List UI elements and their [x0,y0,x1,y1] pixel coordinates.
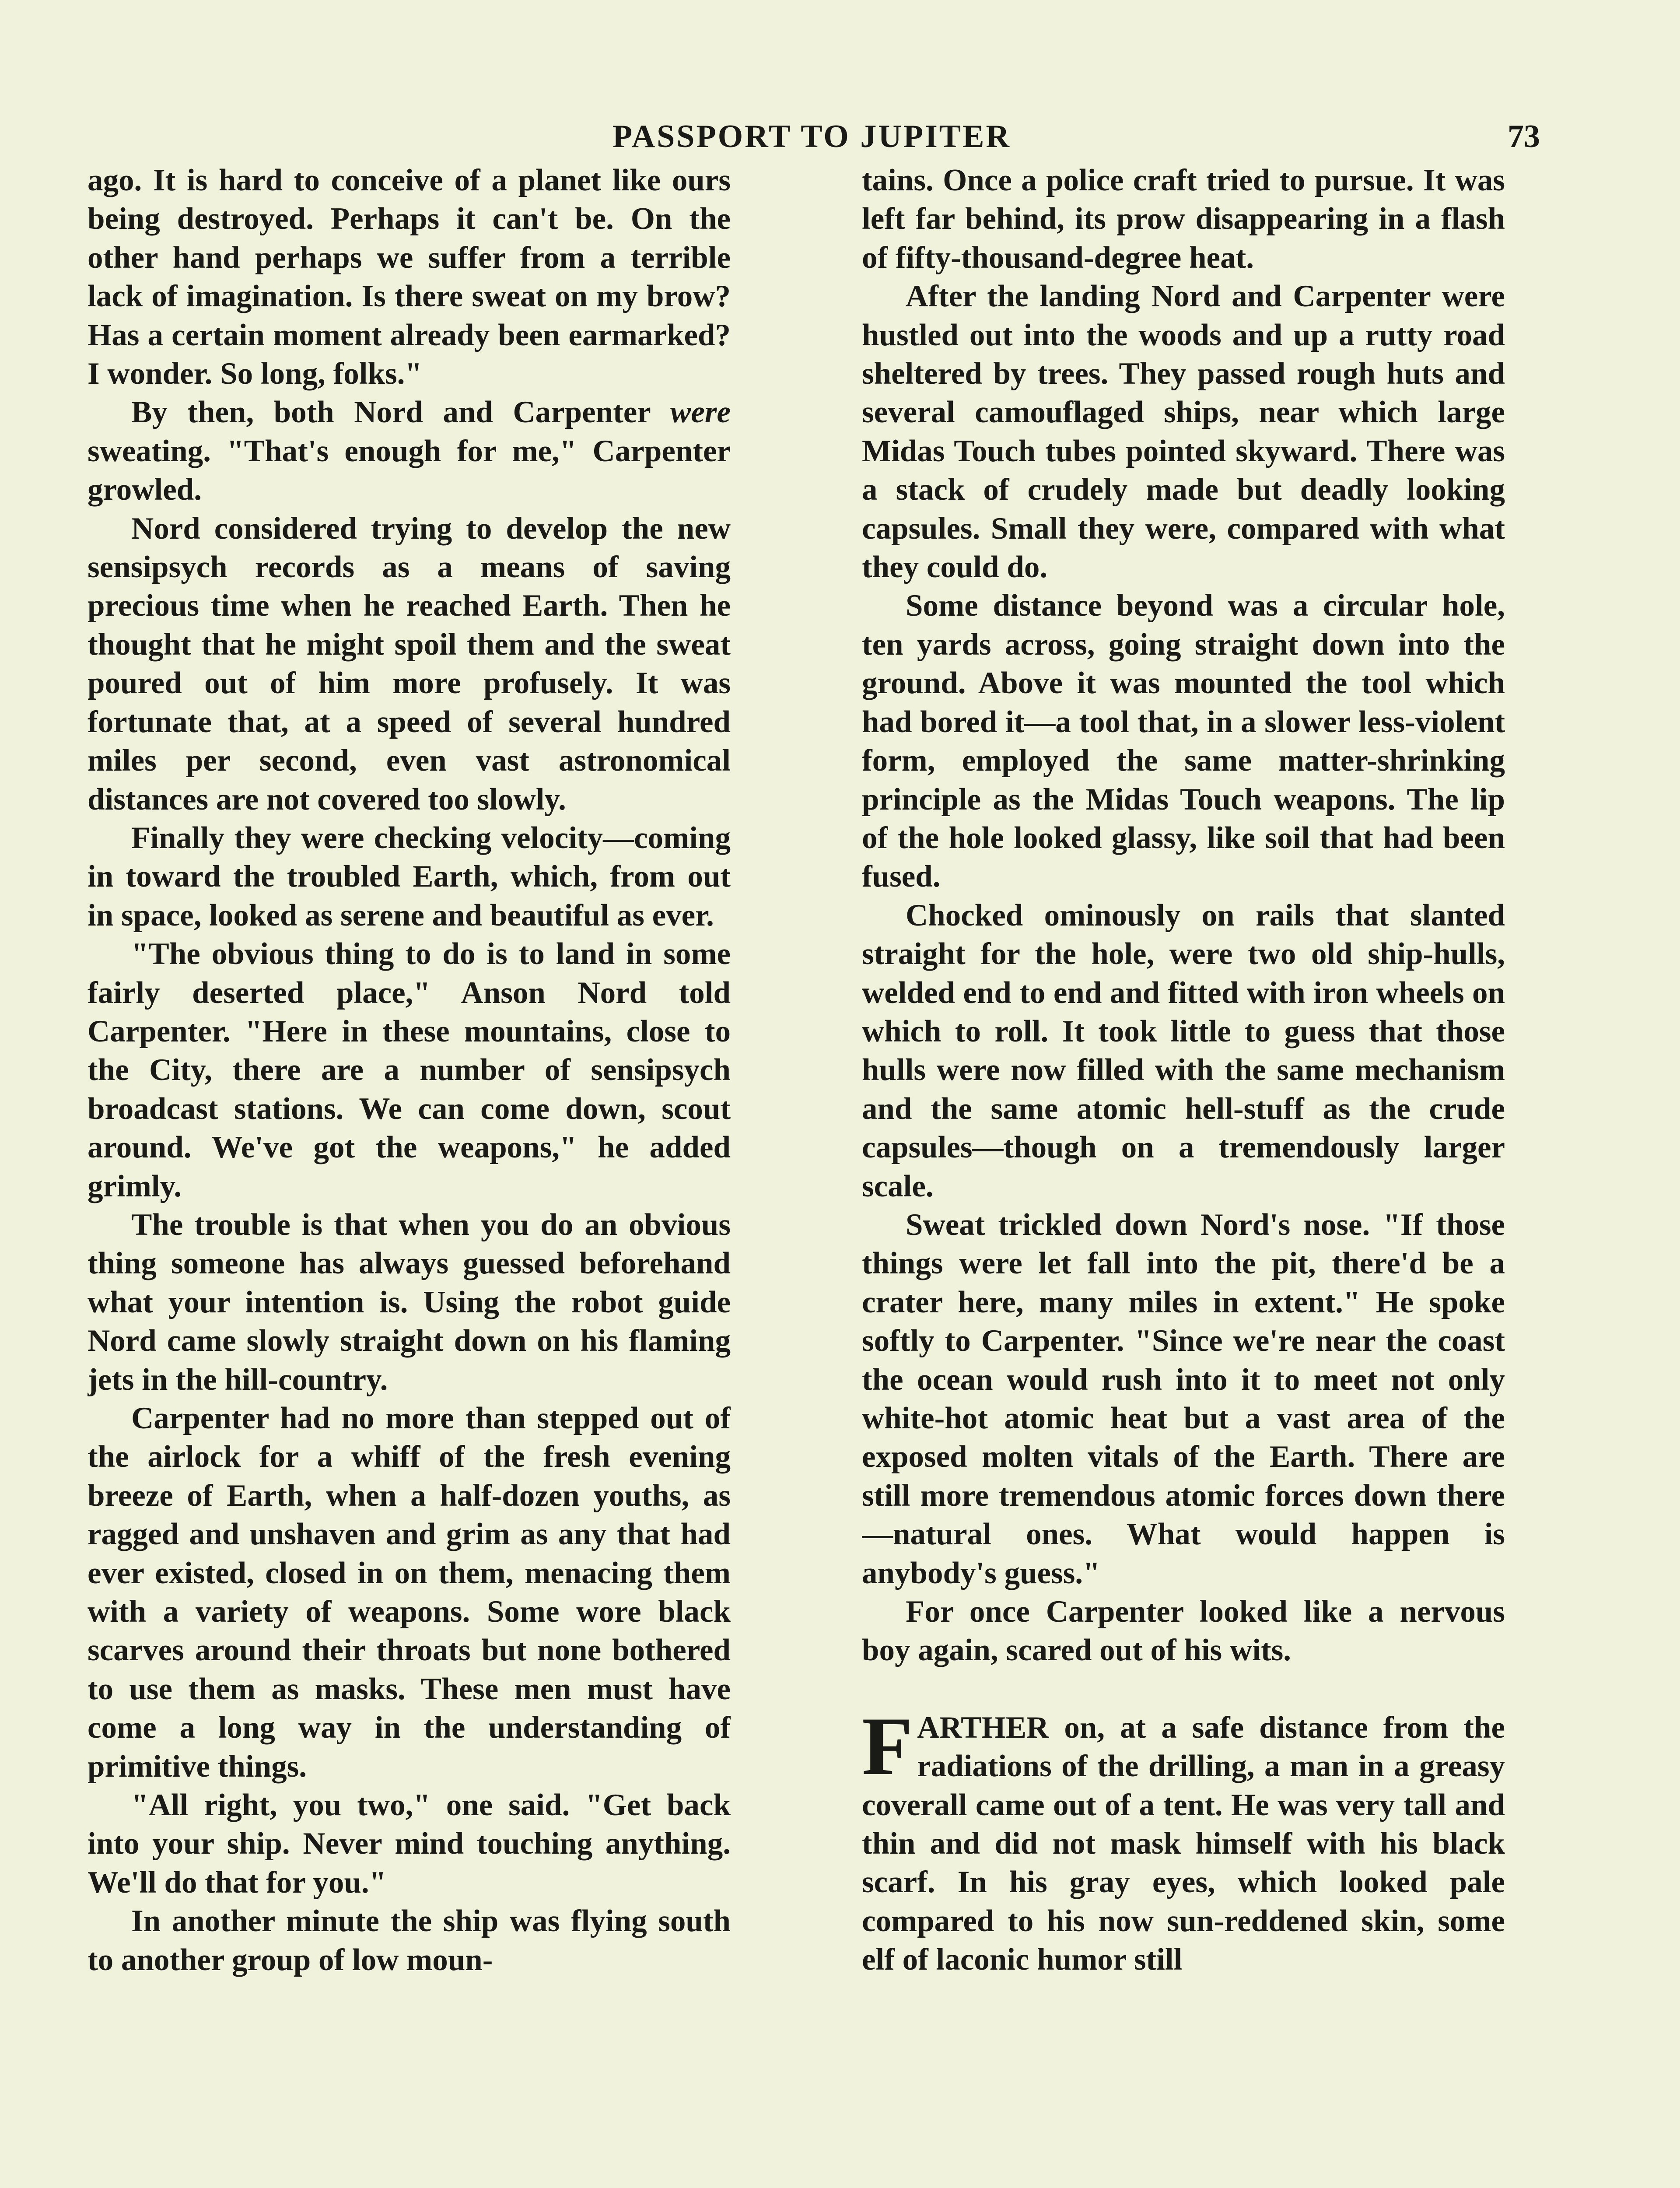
paragraph: Chocked ominously on rails that slanted straight for the hole, were two old ship-hulls, welded end to end and fitted with iron wheels on which to roll. It took little to guess that those hulls were now filled with the same mechanism and the same atomic hell-stuff as the crude capsules—though on a tremendously larger scale. [862,898,1505,1203]
paragraph-text: By then, both Nord and Carpenter [131,395,670,430]
emphasis-text: were [670,395,731,430]
drop-cap: F [862,1700,913,1792]
paragraph: Sweat trickled down Nord's nose. "If those things were let fall into the pit, there'd be a crater here, many miles in extent." He spoke softly to Carpenter. "Since we're near the coast the ocean would rush into it to meet not only white-hot atomic heat but a vast area of the exposed molten vitals of the Earth. There are still more tremendous atomic forces down there—natural ones. What would happen is anybody's guess." [862,1207,1505,1590]
paragraph: tains. Once a police craft tried to pursue. It was left far behind, its prow disappearing in a flash of fifty-thousand-degree heat. [862,163,1505,275]
paragraph: For once Carpenter looked like a nervous boy again, scared out of his wits. [862,1595,1505,1668]
paragraph: Carpenter had no more than stepped out of the airlock for a whiff of the fresh evening breeze of Earth, when a half-dozen youths, as ragged and unshaven and grim as any that had ever existed, closed in on them, menacing them with a variety of weapons. Some wore black scarves around their throats but none bothered to use them as masks. These men must have come a long way in the understanding of primitive things. [88,1401,731,1784]
paragraph: "The obvious thing to do is to land in some fairly deserted place," Anson Nord told Carpenter. "Here in these mountains, close to the City, there are a number of sensipsych broadcast stations. We can come down, scout around. We've got the weapons," he added grimly. [88,937,731,1203]
paragraph: "All right, you two," one said. "Get back into your ship. Never mind touching anything. We'll do that for you." [88,1788,731,1900]
paragraph: Finally they were checking velocity—coming in toward the troubled Earth, which, from out in space, looked as serene and beautiful as ever. [88,820,731,933]
paragraph: ago. It is hard to conceive of a planet like ours being destroyed. Perhaps it can't be. On the other hand perhaps we suffer from a terrible lack of imagination. Is there sweat on my brow? Has a certain moment already been earmarked? I wonder. So long, folks." [88,163,731,391]
paragraph-text: sweating. "That's enough for me," Carpenter growled. [88,434,731,507]
paragraph: After the landing Nord and Carpenter were hustled out into the woods and up a rutty road sheltered by trees. They passed rough huts and several camouflaged ships, near which large Midas Touch tubes pointed skyward. There was a stack of crudely made but deadly looking capsules. Small they were, compared with what they could do. [862,279,1505,585]
paragraph: In another minute the ship was flying south to another group of low moun- [88,1904,731,1977]
paragraph: The trouble is that when you do an obvious thing someone has always guessed beforehand what your intention is. Using the robot guide Nord came slowly straight down on his flaming jets in the hill-country. [88,1207,731,1397]
left-column [88,161,731,2188]
page-number: 73 [1508,119,1540,154]
paragraph-text: ARTHER on, at a safe distance from the radiations of the drilling, a man in a greasy coverall came out of a tent. He was very tall and thin and did not mask himself with his black scarf. In his gray eyes, which looked pale compared to his now sun-reddened skin, some elf of laconic humor still [862,1710,1505,1977]
paragraph: Some distance beyond was a circular hole, ten yards across, going straight down into the ground. Above it was mounted the tool which had bored it—a tool that, in a slower less-violent form, employed the same matter-shrinking principle as the Midas Touch weapons. The lip of the hole looked glassy, like soil that had been fused. [862,589,1505,894]
paragraph: Nord considered trying to develop the new sensipsych records as a means of saving precious time when he reached Earth. Then he thought that he might spoil them and the sweat poured out of him more profusely. It was fortunate that, at a speed of several hundred miles per second, even vast astronomical distances are not covered too slowly. [88,511,731,817]
running-header: PASSPORT TO JUPITER [612,119,1011,154]
right-column [862,161,1505,2188]
section-paragraph [862,1700,1505,1979]
paragraph [88,393,731,509]
